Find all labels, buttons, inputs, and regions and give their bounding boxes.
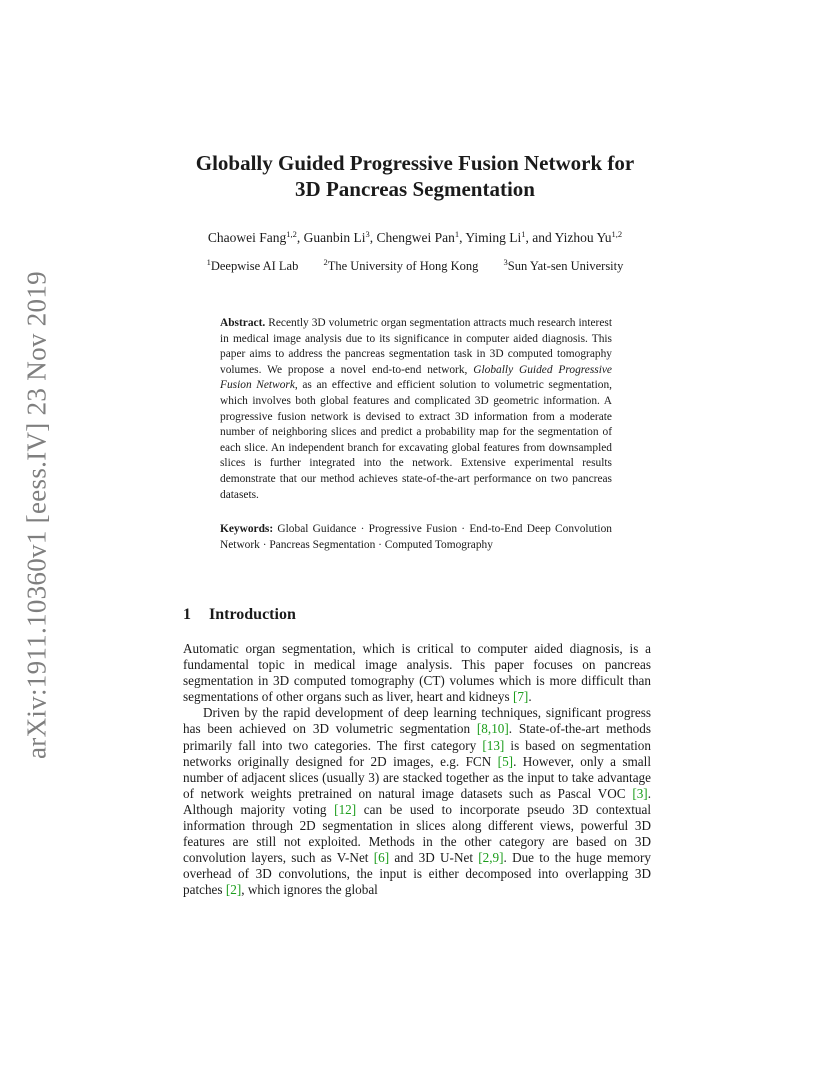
paragraph-text: , which ignores the global: [241, 882, 378, 898]
affiliation-name: Sun Yat-sen University: [507, 259, 624, 273]
paragraph-text: Automatic organ segmentation, which is critical to computer aided diagnosis, is a fundamental topic in medical image analysis. This paper focuses on pancreas segmentation in 3D computed tomography (CT) volumes which is more difficult than segmentations of other organs such as liver, heart and kidneys: [183, 641, 651, 705]
paper-title: [150, 150, 680, 202]
author-separator: ,: [296, 230, 304, 245]
affiliation-list: [150, 257, 680, 275]
author-affiliation-mark: 3: [365, 229, 370, 239]
author-separator: ,: [459, 230, 466, 245]
paragraph-text: . State-of-the-art methods primarily fall into two categories. The first category: [183, 721, 651, 753]
citation-link[interactable]: [12]: [334, 801, 357, 817]
keywords-text: [220, 522, 612, 553]
section-number: 1: [183, 606, 191, 623]
abstract-text-part: , as an effective and efficient solution to volumetric segmentation, which involves both global features and complicated 3D geometric information. A progressive fusion network is devised to extract 3D information from a moderate number of neighboring slices and predict a probability map for the segmentation of each slice. An independent branch for excavating global features from downsampled slices is further integrated into the network. Extensive experimental results demonstrate that our method achieves state-of-the-art performance on two pancreas datasets.: [220, 379, 613, 501]
citation-link[interactable]: [8,10]: [476, 721, 509, 737]
affiliation-name: Deepwise AI Lab: [210, 259, 299, 273]
affiliation-mark: 2: [323, 257, 328, 267]
keywords-block: [220, 522, 612, 553]
affiliation-mark: 1: [206, 257, 211, 267]
author-name: Chaowei Fang: [207, 230, 287, 245]
paragraph-text: .: [528, 689, 532, 705]
section-heading: [183, 605, 296, 625]
paragraph: [183, 705, 651, 898]
author-affiliation-mark: 1,2: [611, 229, 623, 239]
keywords-list: Global Guidance · Progressive Fusion · End-to-End Deep Convolution Network · Pancreas Segmentation · Computed Tomography: [220, 523, 612, 551]
keywords-label: Keywords:: [220, 523, 274, 535]
citation-link[interactable]: [3]: [632, 785, 648, 801]
author-affiliation-mark: 1: [521, 229, 526, 239]
author-affiliation-mark: 1: [454, 229, 460, 239]
paragraph-text: can be used to incorporate pseudo 3D contextual information through 2D segmentation in slices along different views, powerful 3D features are still not exploited. Methods in the other category are based on 3D convolution layers, such as V-Net: [183, 801, 651, 866]
author-affiliation-mark: 1,2: [286, 229, 297, 239]
paragraph-text: . Due to the huge memory overhead of 3D convolutions, the input is either decomposed into overlapping 3D patches: [183, 850, 651, 898]
title-line-1: Globally Guided Progressive Fusion Network for: [195, 151, 635, 175]
paragraph-text: . However, only a small number of adjacent slices (usually 3) are stacked together as the input to take advantage of network weights pretrained on natural image datasets such as Pascal VOC: [183, 753, 651, 801]
citation-link[interactable]: [2]: [225, 882, 242, 898]
author-separator: ,: [369, 230, 377, 245]
section-title: Introduction: [209, 606, 296, 623]
affiliation-mark: 3: [503, 257, 508, 267]
author-list: [150, 229, 680, 247]
paragraph-text: is based on segmentation networks originally designed for 2D images, e.g. FCN: [183, 737, 651, 769]
paragraph-text: . Although majority voting: [183, 785, 651, 817]
author-separator: , and: [525, 230, 555, 245]
affiliation-item: [207, 259, 299, 273]
affiliation-item: [323, 259, 478, 273]
citation-link[interactable]: [5]: [497, 753, 514, 769]
author-name: Chengwei Pan: [376, 230, 455, 245]
author-name: Yizhou Yu: [554, 230, 612, 245]
paragraph: [183, 641, 651, 705]
citation-link[interactable]: [13]: [482, 737, 505, 753]
citation-link[interactable]: [7]: [512, 689, 529, 705]
arxiv-identifier-stamp: arXiv:1911.10360v1 [eess.IV] 23 Nov 2019: [21, 271, 52, 759]
citation-link[interactable]: [6]: [373, 850, 390, 866]
section-body: [183, 641, 651, 899]
paragraph-text: Driven by the rapid development of deep learning techniques, significant progress has been achieved on 3D volumetric segmentation: [183, 705, 651, 737]
abstract-label: Abstract.: [220, 317, 266, 329]
paragraph-text: and 3D U-Net: [389, 850, 479, 866]
abstract-block: [220, 316, 612, 503]
abstract-text: [220, 316, 612, 503]
citation-link[interactable]: [2,9]: [478, 850, 504, 866]
title-line-2: 3D Pancreas Segmentation: [295, 177, 535, 201]
abstract-text-part: Recently 3D volumetric organ segmentation attracts much research interest in medical image analysis due to its significance in computer aided diagnosis. This paper aims to address the pancreas segmentation task in 3D computed tomography volumes. We propose a novel end-to-end network,: [220, 317, 612, 376]
author-name: Yiming Li: [465, 230, 522, 245]
abstract-network-name: Globally Guided Progressive Fusion Network: [220, 363, 612, 392]
affiliation-item: [504, 259, 624, 273]
author-name: Guanbin Li: [303, 230, 366, 245]
affiliation-name: The University of Hong Kong: [327, 259, 479, 273]
